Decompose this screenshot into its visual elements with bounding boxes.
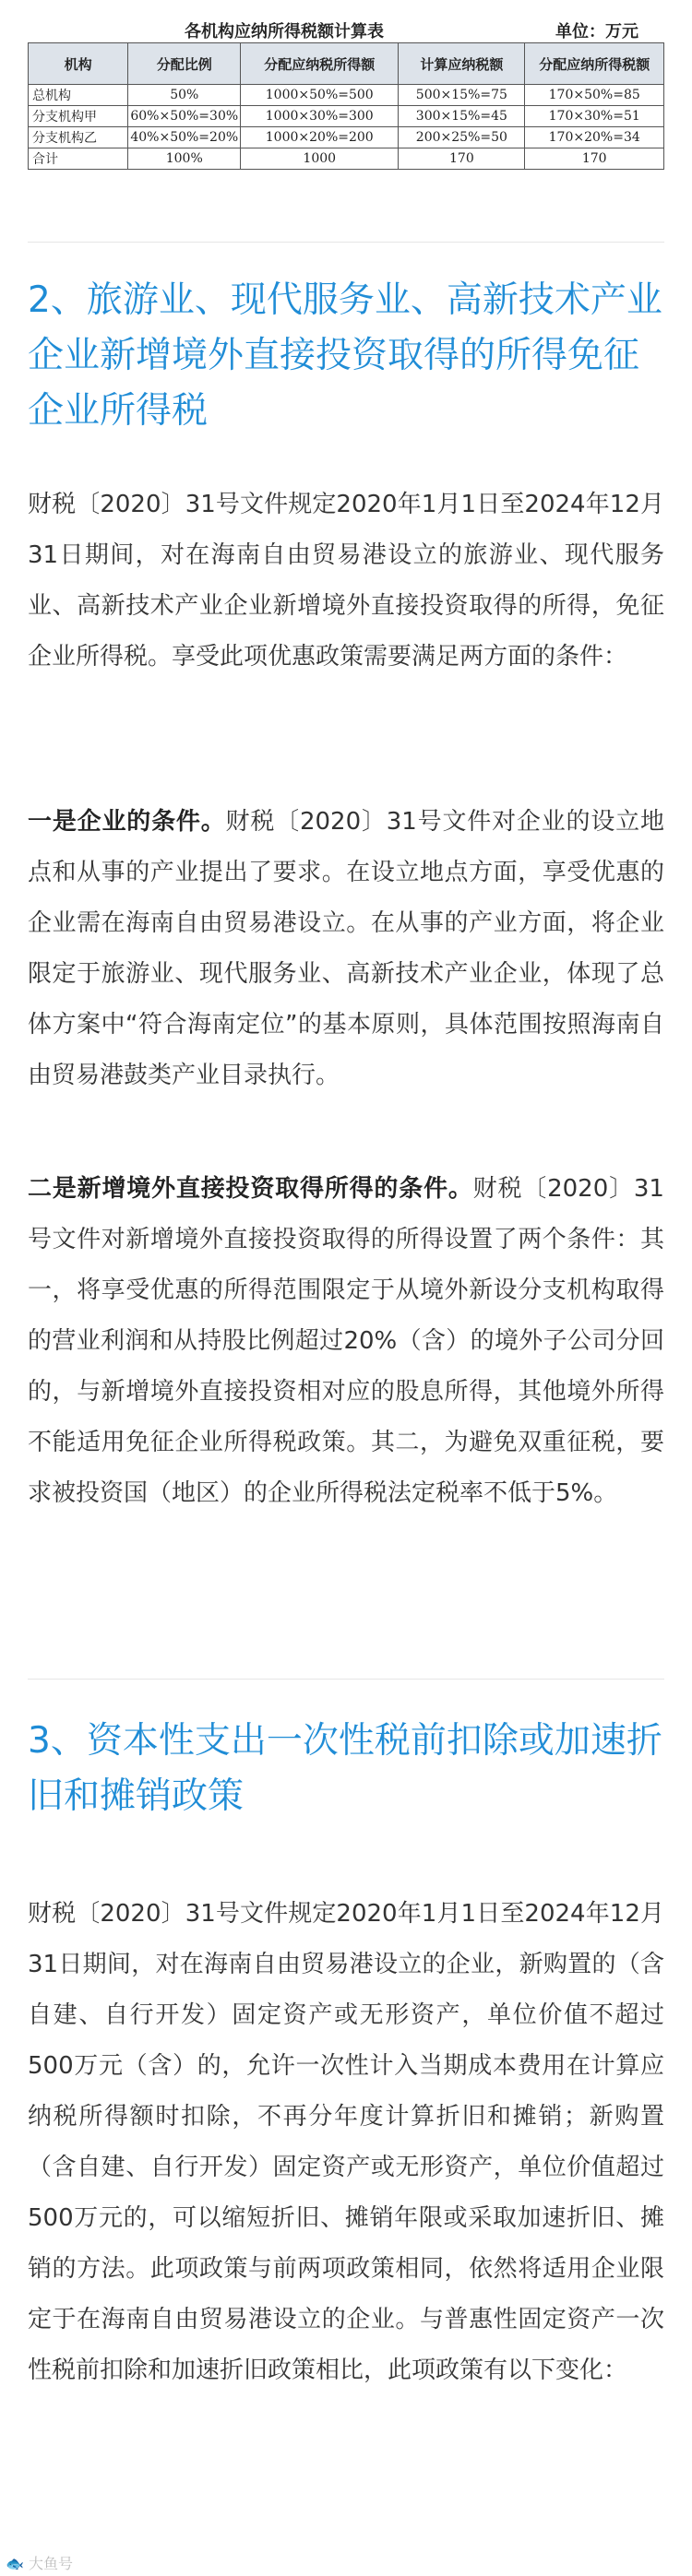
watermark-logo-icon: 🐟 <box>6 2555 24 2572</box>
table-title: 各机构应纳所得税额计算表 <box>185 22 384 42</box>
table-row <box>29 106 664 127</box>
table-row <box>29 85 664 106</box>
table-cell: 1000×50%=500 <box>241 85 399 106</box>
section-2-paragraph-2 <box>28 797 664 1101</box>
section-divider <box>28 242 664 243</box>
watermark <box>6 2552 73 2573</box>
section-2-heading: 2、旅游业、现代服务业、高新技术产业企业新增境外直接投资取得的所得免征企业所得税 <box>28 279 662 432</box>
table-cell: 总机构 <box>29 85 128 106</box>
table-cell: 300×15%=45 <box>399 106 525 127</box>
table-cell: 40%×50%=20% <box>128 127 241 148</box>
table-cell: 分支机构乙 <box>29 127 128 148</box>
table-cell: 100% <box>128 148 241 170</box>
table-cell: 1000×20%=200 <box>241 127 399 148</box>
table-cell: 1000 <box>241 148 399 170</box>
table-cell: 200×25%=50 <box>399 127 525 148</box>
table-header-cell: 分配比例 <box>128 43 241 85</box>
paragraph-lead: 二是新增境外直接投资取得所得的条件。 <box>28 1175 473 1203</box>
tax-table <box>28 42 664 170</box>
table-cell: 170×20%=34 <box>525 127 664 148</box>
table-header-cell: 机构 <box>29 43 128 85</box>
table-cell: 170×30%=51 <box>525 106 664 127</box>
table-cell: 170 <box>525 148 664 170</box>
table-row <box>29 148 664 170</box>
table-cell: 合计 <box>29 148 128 170</box>
table-cell: 1000×30%=300 <box>241 106 399 127</box>
table-row <box>29 127 664 148</box>
paragraph-lead: 一是企业的条件。 <box>28 808 226 836</box>
watermark-text: 大鱼号 <box>29 2555 74 2572</box>
tax-table-block <box>28 17 664 170</box>
table-cell: 170×50%=85 <box>525 85 664 106</box>
table-cell: 分支机构甲 <box>29 106 128 127</box>
table-cell: 50% <box>128 85 241 106</box>
section-2-paragraph-1: 财税〔2020〕31号文件规定2020年1月1日至2024年12月31日期间，对在海南自由贸易港设立的旅游业、现代服务业、高新技术产业企业新增境外直接投资取得的所得，免征企业所得税。享受此项优惠政策需要满足两方面的条件： <box>28 491 664 671</box>
table-header-cell: 分配应纳所得税额 <box>525 43 664 85</box>
table-caption <box>28 17 664 42</box>
section-divider <box>28 1679 664 1680</box>
table-header-cell: 计算应纳税额 <box>399 43 525 85</box>
paragraph-body: 财税〔2020〕31号文件对企业的设立地点和从事的产业提出了要求。在设立地点方面，享受优惠的企业需在海南自由贸易港设立。在从事的产业方面，将企业限定于旅游业、现代服务业、高新技术产业企业，体现了总体方案中“符合海南定位”的基本原则，具体范围按照海南自由贸易港鼓类产业目录执行。 <box>28 808 664 1089</box>
section-3-paragraph-1: 财税〔2020〕31号文件规定2020年1月1日至2024年12月31日期间，对在海南自由贸易港设立的企业，新购置的（含自建、自行开发）固定资产或无形资产，单位价值不超过500万元（含）的，允许一次性计入当期成本费用在计算应纳税所得额时扣除，不再分年度计算折旧和摊销；新购置（含自建、自行开发）固定资产或无形资产，单位价值超过500万元的，可以缩短折旧、摊销年限或采取加速折旧、摊销的方法。此项政策与前两项政策相同，依然将适用企业限定于在海南自由贸易港设立的企业。与普惠性固定资产一次性税前扣除和加速折旧政策相比，此项政策有以下变化： <box>28 1900 664 2384</box>
section-2-paragraph-3 <box>28 1164 664 1519</box>
table-cell: 60%×50%=30% <box>128 106 241 127</box>
table-cell: 170 <box>399 148 525 170</box>
table-cell: 500×15%=75 <box>399 85 525 106</box>
table-header-cell: 分配应纳税所得额 <box>241 43 399 85</box>
section-3-heading: 3、资本性支出一次性税前扣除或加速折旧和摊销政策 <box>28 1720 662 1817</box>
table-unit: 单位：万元 <box>555 22 638 42</box>
paragraph-body: 财税〔2020〕31号文件对新增境外直接投资取得的所得设置了两个条件：其一，将享受优惠的所得范围限定于从境外新设分支机构取得的营业利润和从持股比例超过20%（含）的境外子公司分回的，与新增境外直接投资相对应的股息所得，其他境外所得不能适用免征企业所得税政策。其二，为避免双重征税，要求被投资国（地区）的企业所得税法定税率不低于5%。 <box>28 1175 664 1507</box>
table-header-row <box>29 43 664 85</box>
